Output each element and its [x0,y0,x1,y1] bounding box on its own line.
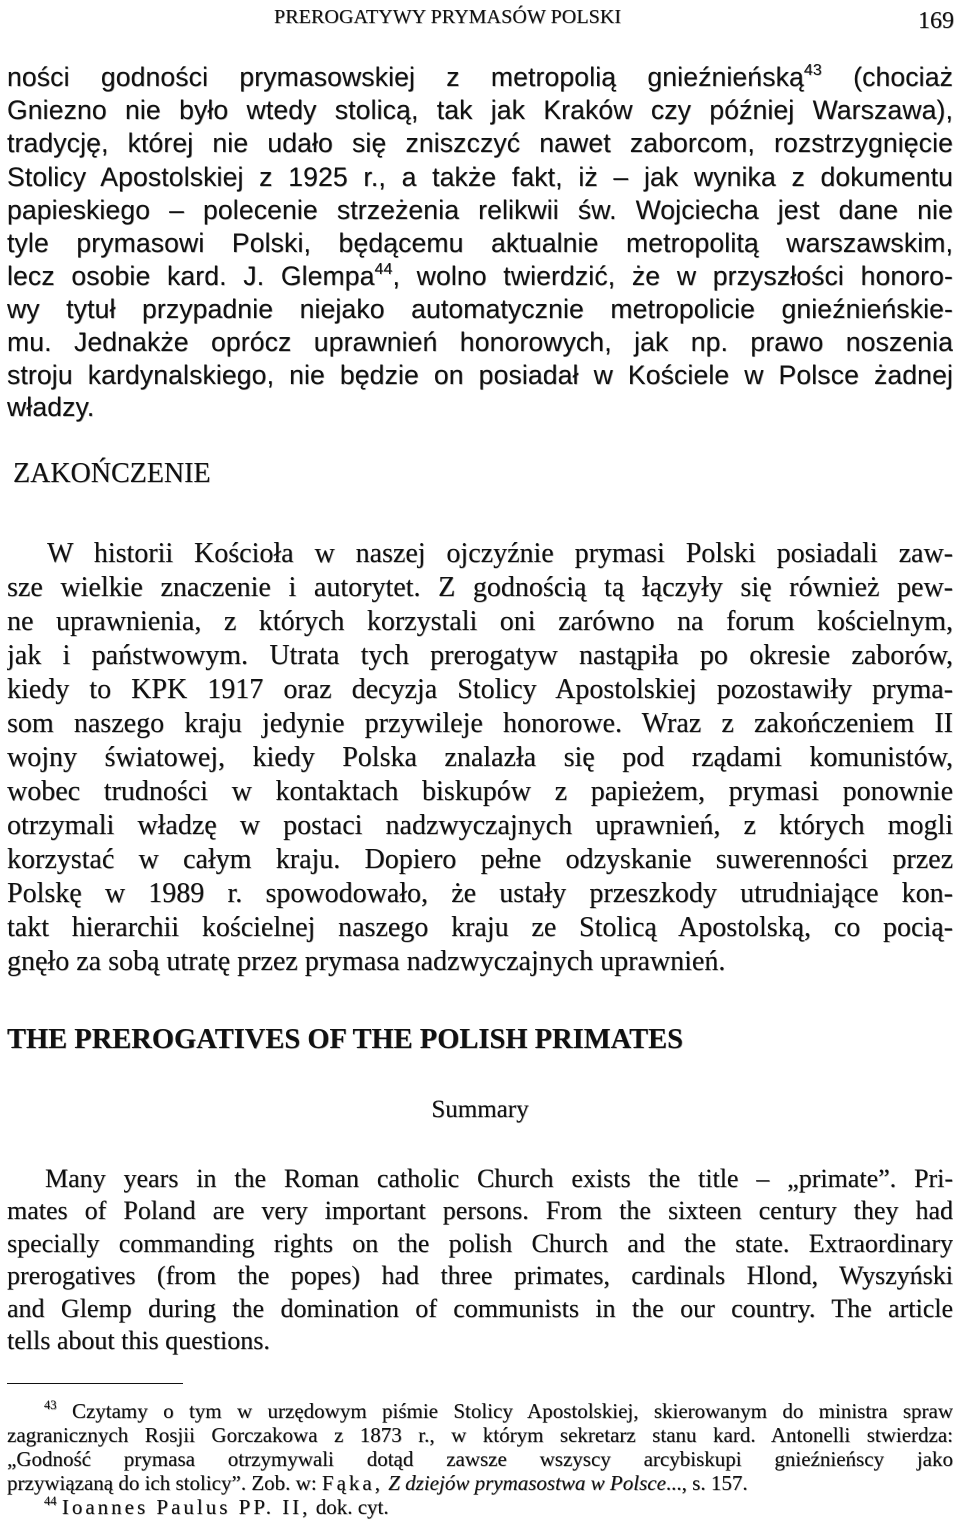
summary-title: THE PREROGATIVES OF THE POLISH PRIMATES [7,1024,683,1055]
running-header [0,4,960,34]
text-line: kiedy to KPK 1917 oraz decyzja Stolicy Apostolskiej pozostawiły pryma- [7,674,953,705]
cited-title: Z dziejów prymasostwa w Polsce [388,1471,666,1495]
text-line: lecz osobie kard. J. Glempa$^{44}$, wolno twierdzić, że w przyszłości honoro- [7,260,953,291]
text-line: zagranicznych Rosjii Gorczakowa z 1873 r., w którym sekretarz stanu kard. Antonelli stwierdza: [7,1423,953,1447]
text-line: specially commanding rights on the polish Church and the state. Extraordinary [7,1229,953,1258]
running-title: PREROGATYWY PRYMASÓW POLSKI [274,6,622,28]
text-line: W historii Kościoła w naszej ojczyźnie prymasi Polski posiadali zaw- [47,538,953,569]
text-line: tradycję, której nie udało się zniszczyć nawet zaborcom, rozstrzygnięcie [7,128,953,158]
text-line: som naszego kraju jedynie przywileje honorowe. Wraz z zakończeniem II [7,708,953,739]
text-line: tells about this questions. [7,1326,270,1355]
text-line: wobec trudności w kontaktach biskupów z papieżem, prymasi ponownie [7,776,953,807]
section-heading: ZAKOŃCZENIE [13,458,211,489]
summary-label: Summary [431,1096,529,1123]
text-line: stroju kardynalskiego, nie będzie on posiadał w Kościele w Polsce żadnej [7,360,953,390]
text-line: ne uprawnienia, z których korzystali oni zarówno na forum kościelnym, [7,606,953,637]
text-line: Many years in the Roman catholic Church exists the title – „primate”. Pri- [45,1164,953,1193]
text-line: prerogatives (from the popes) had three primates, cardinals Hlond, Wyszyński [7,1261,953,1290]
footnote-number: 44 [44,1494,57,1509]
text-line: Gniezno nie było wtedy stolicą, tak jak Kraków czy później Warszawa), [7,95,953,125]
text-line: gnęło za sobą utratę przez prymasa nadzwyczajnych uprawnień. [7,946,726,977]
text-line: ności godności prymasowskiej z metropolią gnieźnieńską$^{43}$ (chociaż [7,61,953,92]
footnote-ref-44[interactable]: 44 [374,260,393,278]
text-line: otrzymali władzę w postaci nadzwyczajnych uprawnień, z których mogli [7,810,953,841]
text-line: władzy. [7,392,95,422]
text-line: Stolicy Apostolskiej z 1925 r., a także fakt, iż – jak wynika z dokumentu [7,162,953,192]
cited-author: Fąka, [321,1471,383,1495]
page-number: 169 [918,8,954,34]
cited-author: Ioannes Paulus PP. II, [61,1495,311,1519]
footnote-43: $^{43}$ Czytamy o tym w urzędowym piśmie Stolicy Apostolskiej, skierowanym do ministra spraw [44,1398,953,1423]
text-line: przywiązaną do ich stolicy”. Zob. w: Fąka, Z dziejów prymasostwa w Polsce..., s. 157. [7,1471,748,1495]
text-line: jak i państwowym. Utrata tych prerogatyw nastąpiła po okresie zaborów, [7,640,953,671]
text-line: „Godność prymasa otrzymywali dotąd zawsze wszyscy arcybiskupi gnieźnieńscy jako [7,1447,953,1471]
text-line: Polskę w 1989 r. spowodowało, że ustały przeszkody utrudniające kon- [7,878,953,909]
text-line: papieskiego – polecenie strzeżenia relikwii św. Wojciecha jest dane nie [7,195,953,225]
footnote-44: $^{44}$ Ioannes Paulus PP. II, dok. cyt. [44,1494,389,1519]
text-line: wy tytuł przypadnie niejako automatycznie metropolicie gnieźnieńskie- [7,294,953,324]
text-line: takt hierarchii kościelnej naszego kraju ze Stolicą Apostolską, co pocią- [7,912,953,943]
text-line: tyle prymasowi Polski, będącemu aktualnie metropolitą warszawskim, [7,228,953,258]
text-line: korzystać w całym kraju. Dopiero pełne odzyskanie suwerenności przez [7,844,953,875]
footnote-number: 43 [44,1398,57,1413]
text-line: mu. Jednakże oprócz uprawnień honorowych, jak np. prawo noszenia [7,327,953,357]
footnote-separator [7,1383,183,1384]
text-line: wojny światowej, kiedy Polska znalazła się pod rządami komunistów, [7,742,953,773]
text-line: mates of Poland are very important persons. From the sixteen century they had [7,1196,953,1225]
footnote-ref-43[interactable]: 43 [803,61,822,79]
text-line: sze wielkie znaczenie i autorytet. Z godnością tą łączyły się również pew- [7,572,953,603]
text-line: and Glemp during the domination of communists in the our country. The article [7,1294,953,1323]
